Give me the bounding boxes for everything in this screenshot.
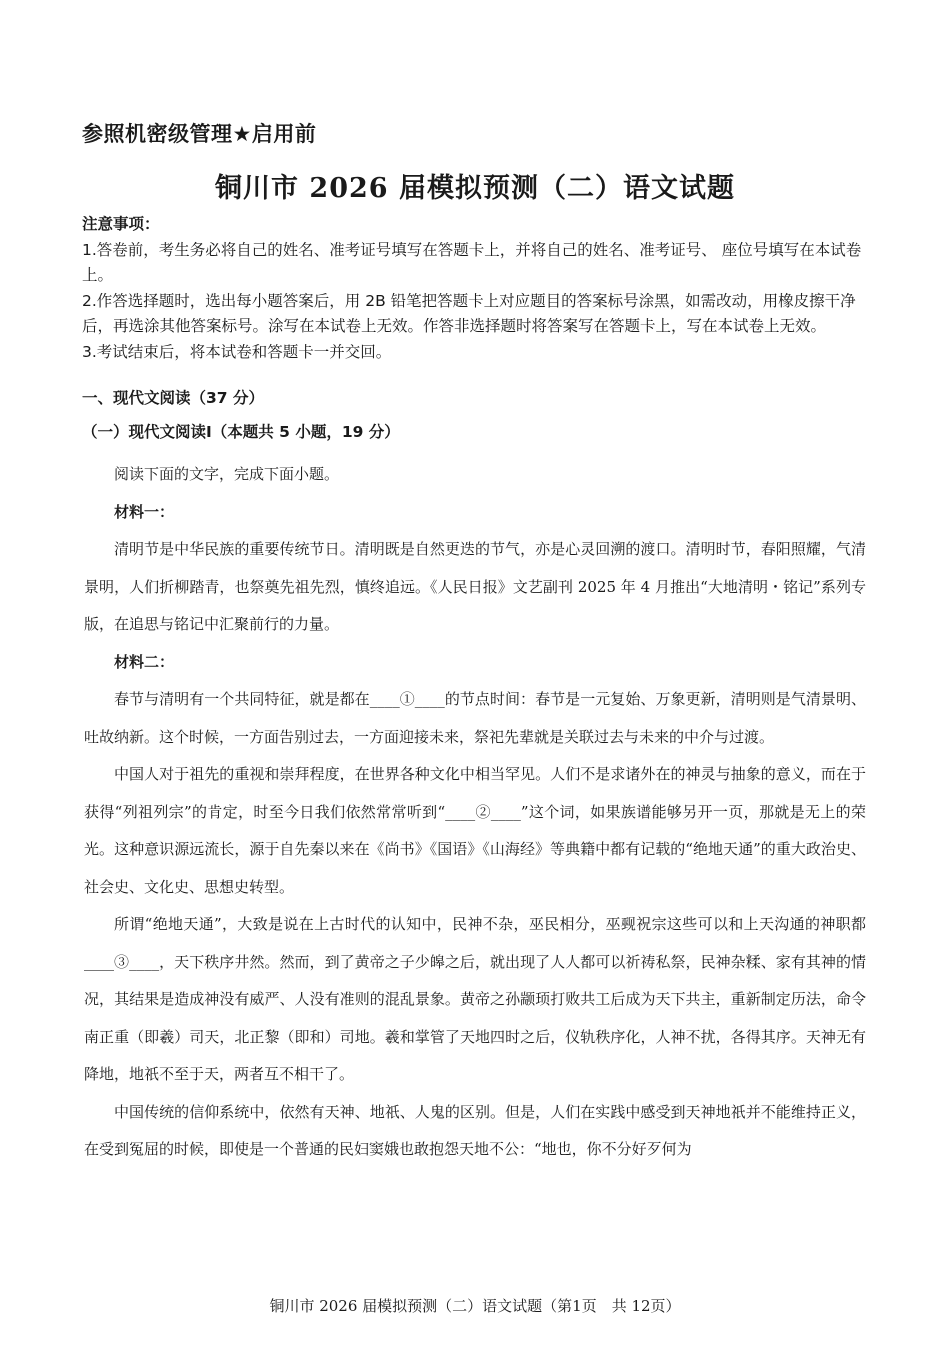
- paragraph: 春节与清明有一个共同特征，就是都在____①____的节点时间：春节是一元复始、万象更新，清明则是气清景明、吐故纳新。这个时候，一方面告别过去，一方面迎接未来，祭祀先辈就是关联过去与未来的中介与过渡。: [84, 690, 866, 746]
- section-heading: 一、现代文阅读（37 分）: [82, 389, 264, 407]
- material-label: 材料二：: [114, 652, 175, 671]
- subsection-heading: （一）现代文阅读Ⅰ（本题共 5 小题，19 分）: [82, 423, 400, 441]
- notice-heading: 注意事项：: [82, 215, 160, 233]
- material-label: 材料一：: [114, 502, 175, 521]
- page-title: 铜川市 2026 届模拟预测（二）语文试题: [215, 173, 735, 204]
- paragraph: 所谓“绝地天通”，大致是说在上古时代的认知中，民神不杂，巫民相分，巫觋祝宗这些可以和上天沟通的神职都____③____，天下秩序井然。然而，到了黄帝之子少皞之后，就出现了人人都可以祈祷私祭，民神杂糅、家有其神的情况，其结果是造成神没有威严、人没有准则的混乱景象。黄帝之孙颛顼打败共工后成为天下共主，重新制定历法，命令南正重（即羲）司天，北正黎（即和）司地。羲和掌管了天地四时之后，仪轨秩序化，人神不扰，各得其序。天神无有降地，地祇不至于天，两者互不相干了。: [84, 915, 866, 1083]
- page-footer: 铜川市 2026 届模拟预测（二）语文试题（第1页 共 12页）: [269, 1297, 681, 1315]
- secret-level-label: 参照机密级管理★启用前: [82, 122, 317, 146]
- paragraph: 清明节是中华民族的重要传统节日。清明既是自然更迭的节气，亦是心灵回溯的渡口。清明时节，春阳照耀，气清景明，人们折柳踏青，也祭奠先祖先烈，慎终追远。《人民日报》文艺副刊 2025 年 4 月推出“大地清明・铭记”系列专版，在追思与铭记中汇聚前行的力量。: [84, 540, 866, 633]
- reading-passage: [84, 456, 866, 1169]
- paragraph: 中国传统的信仰系统中，依然有天神、地祇、人鬼的区别。但是，人们在实践中感受到天神地祇并不能维持正义，在受到冤屈的时候，即使是一个普通的民妇窦娥也敢抱怨天地不公：“地也，你不分好歹何为: [84, 1102, 866, 1158]
- notice-item: 3.考试结束后，将本试卷和答题卡一并交回。: [82, 342, 392, 361]
- instruction-text: 阅读下面的文字，完成下面小题。: [114, 465, 340, 483]
- notice-item: 1.答卷前，考生务必将自己的姓名、准考证号填写在答题卡上，并将自己的姓名、准考证号、 座位号填写在本试卷上。: [82, 240, 862, 284]
- notice-item: 2.作答选择题时，选出每小题答案后，用 2B 铅笔把答题卡上对应题目的答案标号涂黑，如需改动，用橡皮擦干净后，再选涂其他答案标号。涂写在本试卷上无效。作答非选择题时将答案写在答题卡上，写在本试卷上无效。: [82, 291, 856, 335]
- paragraph: 中国人对于祖先的重视和崇拜程度，在世界各种文化中相当罕见。人们不是求诸外在的神灵与抽象的意义，而在于获得“列祖列宗”的肯定，时至今日我们依然常常听到“____②____”这个词，如果族谱能够另开一页，那就是无上的荣光。这种意识源远流长，源于自先秦以来在《尚书》《国语》《山海经》等典籍中都有记载的“绝地天通”的重大政治史、社会史、文化史、思想史转型。: [84, 765, 866, 896]
- notice-block: [82, 212, 872, 365]
